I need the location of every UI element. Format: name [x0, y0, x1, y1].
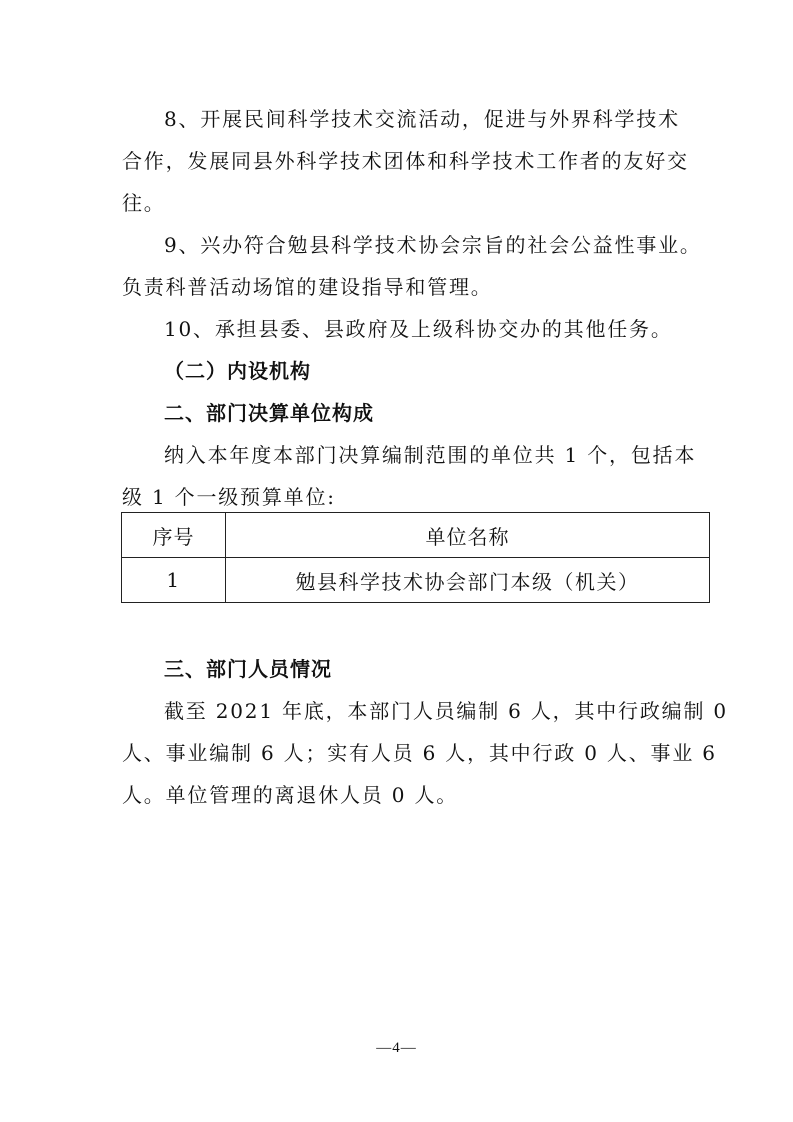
- section2-heading: 二、部门决算单位构成: [164, 401, 374, 425]
- table-cell-unit-name: 勉县科学技术协会部门本级（机关）: [226, 558, 710, 603]
- page-number: —4—: [376, 1040, 417, 1056]
- section2-paragraph-line1: 纳入本年度本部门决算编制范围的单位共 1 个，包括本: [164, 443, 697, 467]
- subheading-internal-structure: （二）内设机构: [164, 359, 311, 383]
- unit-table: [121, 512, 710, 603]
- item8-line1: 8、开展民间科学技术交流活动，促进与外界科学技术: [164, 107, 680, 131]
- table-header-serial: 序号: [122, 513, 226, 558]
- item9-line2: 负责科普活动场馆的建设指导和管理。: [122, 275, 493, 299]
- section3-paragraph-line1: 截至 2021 年底，本部门人员编制 6 人，其中行政编制 0: [164, 699, 728, 723]
- section3-heading: 三、部门人员情况: [164, 657, 332, 681]
- item10-line1: 10、承担县委、县政府及上级科协交办的其他任务。: [164, 317, 673, 341]
- item8-line2: 合作，发展同县外科学技术团体和科学技术工作者的友好交: [122, 149, 689, 173]
- unit-table-header-row: [122, 513, 710, 558]
- table-header-unit-name: 单位名称: [226, 513, 710, 558]
- section3-paragraph-line2: 人、事业编制 6 人；实有人员 6 人，其中行政 0 人、事业 6: [122, 741, 717, 765]
- section2-paragraph-line2: 级 1 个一级预算单位:: [122, 485, 336, 509]
- table-cell-serial: 1: [122, 558, 226, 603]
- table-row: [122, 558, 710, 603]
- item8-line3: 往。: [122, 191, 166, 215]
- section3-paragraph-line3: 人。单位管理的离退休人员 0 人。: [122, 783, 459, 807]
- item9-line1: 9、兴办符合勉县科学技术协会宗旨的社会公益性事业。: [164, 233, 702, 257]
